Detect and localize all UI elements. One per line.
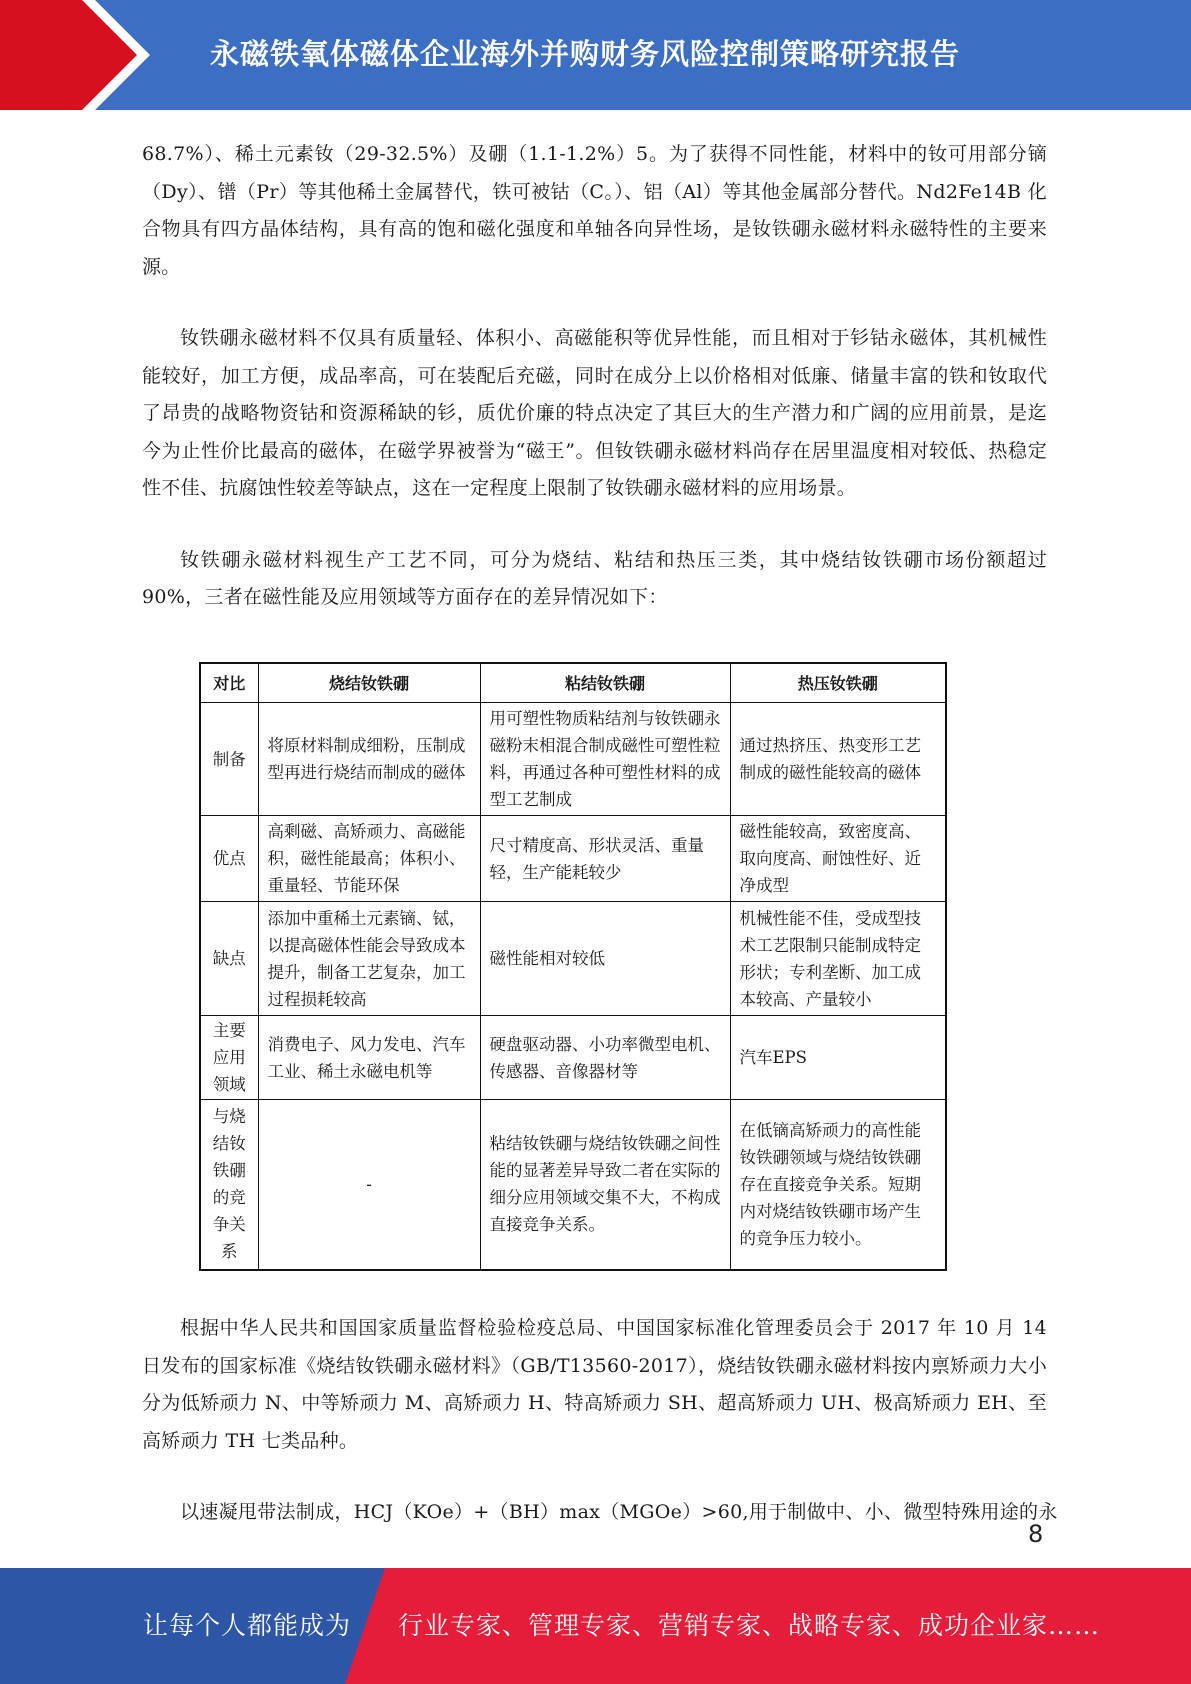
row-label: 制备	[200, 703, 258, 816]
row-label: 缺点	[200, 902, 258, 1016]
table-row	[200, 1016, 946, 1100]
table-row	[200, 703, 946, 816]
table-header: 热压钕铁硼	[730, 663, 946, 703]
table-cell: 将原材料制成细粉，压制成型再进行烧结而制成的磁体	[258, 703, 480, 816]
paragraph: 钕铁硼永磁材料视生产工艺不同，可分为烧结、粘结和热压三类，其中烧结钕铁硼市场份额超过 90%，三者在磁性能及应用领域等方面存在的差异情况如下：	[142, 548, 1047, 608]
table-cell: 高剩磁、高矫顽力、高磁能积，磁性能最高；体积小、重量轻、节能环保	[258, 816, 480, 902]
paragraph: 钕铁硼永磁材料不仅具有质量轻、体积小、高磁能积等优异性能，而且相对于钐钴永磁体，其机械性能较好，加工方便，成品率高，可在装配后充磁，同时在成分上以价格相对低廉、储量丰富的铁和钕取代了昂贵的战略物资钴和资源稀缺的钐，质优价廉的特点决定了其巨大的生产潜力和广阔的应用前景，是迄今为止性价比最高的磁体，在磁学界被誉为“磁王”。但钕铁硼永磁材料尚存在居里温度相对较低、热稳定性不佳、抗腐蚀性较差等缺点，这在一定程度上限制了钕铁硼永磁材料的应用场景。	[142, 327, 1047, 499]
table-header: 对比	[200, 663, 258, 703]
table-cell: 用可塑性物质粘结剂与钕铁硼永磁粉末相混合制成磁性可塑性粒料，再通过各种可塑性材料的成型工艺制成	[480, 703, 730, 816]
table-row	[200, 816, 946, 902]
table-header-row	[200, 663, 946, 703]
row-label: 主要应用领域	[200, 1016, 258, 1100]
page-header	[0, 0, 1191, 110]
page-number: 8	[1028, 1520, 1044, 1548]
page-footer	[0, 1568, 1191, 1684]
table-cell: 消费电子、风力发电、汽车工业、稀土永磁电机等	[258, 1016, 480, 1100]
table-row	[200, 902, 946, 1016]
table-cell: 粘结钕铁硼与烧结钕铁硼之间性能的显著差异导致二者在实际的细分应用领域交集不大，不构成直接竞争关系。	[480, 1100, 730, 1270]
table-cell: 通过热挤压、热变形工艺制成的磁性能较高的磁体	[730, 703, 946, 816]
table-cell: 硬盘驱动器、小功率微型电机、传感器、音像器材等	[480, 1016, 730, 1100]
table-cell: 尺寸精度高、形状灵活、重量轻，生产能耗较少	[480, 816, 730, 902]
table-cell: 汽车EPS	[730, 1016, 946, 1100]
footer-slogan-right: 行业专家、管理专家、营销专家、战略专家、成功企业家……	[398, 1611, 1101, 1640]
footer-slogan-left: 让每个人都能成为	[143, 1611, 352, 1640]
document-body	[142, 136, 1047, 617]
table-cell: 添加中重稀土元素镝、铽，以提高磁体性能会导致成本提升，制备工艺复杂，加工过程损耗较高	[258, 902, 480, 1016]
table-header: 烧结钕铁硼	[258, 663, 480, 703]
table-row	[200, 1100, 946, 1270]
table-cell: -	[258, 1100, 480, 1270]
paragraph: 以速凝甩带法制成，HCJ（KOe）+（BH）max（MGOe）>60,用于制做中、小、微型特殊用途的永	[180, 1501, 1058, 1523]
table-cell: 在低镝高矫顽力的高性能钕铁硼领域与烧结钕铁硼存在直接竞争关系。短期内对烧结钕铁硼市场产生的竞争压力较小。	[730, 1100, 946, 1270]
paragraph: 根据中华人民共和国国家质量监督检验检疫总局、中国国家标准化管理委员会于 2017 年 10 月 14 日发布的国家标准《烧结钕铁硼永磁材料》（GB/T13560-2017），烧结钕铁硼永磁材料按内禀矫顽力大小分为低矫顽力 N、中等矫顽力 M、高矫顽力 H、特高矫顽力 SH、超高矫顽力 UH、极高矫顽力 EH、至高矫顽力 TH 七类品种。	[142, 1317, 1047, 1452]
ndfeb-comparison-table	[199, 662, 947, 1271]
document-body-continued	[142, 1310, 1058, 1532]
table-header: 粘结钕铁硼	[480, 663, 730, 703]
report-title: 永磁铁氧体磁体企业海外并购财务风险控制策略研究报告	[210, 37, 961, 71]
paragraph: 68.7%）、稀土元素钕（29-32.5%）及硼（1.1-1.2%）5。为了获得不同性能，材料中的钕可用部分镝（Dy）、镨（Pr）等其他稀土金属替代，铁可被钴（C。）、铝（Al）等其他金属部分替代。Nd2Fe14B 化合物具有四方晶体结构，具有高的饱和磁化强度和单轴各向异性场，是钕铁硼永磁材料永磁特性的主要来源。	[142, 143, 1047, 278]
row-label: 与烧结钕铁硼的竞争关系	[200, 1100, 258, 1270]
comparison-table-wrapper	[199, 662, 945, 1271]
table-cell: 磁性能相对较低	[480, 902, 730, 1016]
row-label: 优点	[200, 816, 258, 902]
table-cell: 磁性能较高，致密度高、取向度高、耐蚀性好、近净成型	[730, 816, 946, 902]
table-cell: 机械性能不佳，受成型技术工艺限制只能制成特定形状；专利垄断、加工成本较高、产量较小	[730, 902, 946, 1016]
